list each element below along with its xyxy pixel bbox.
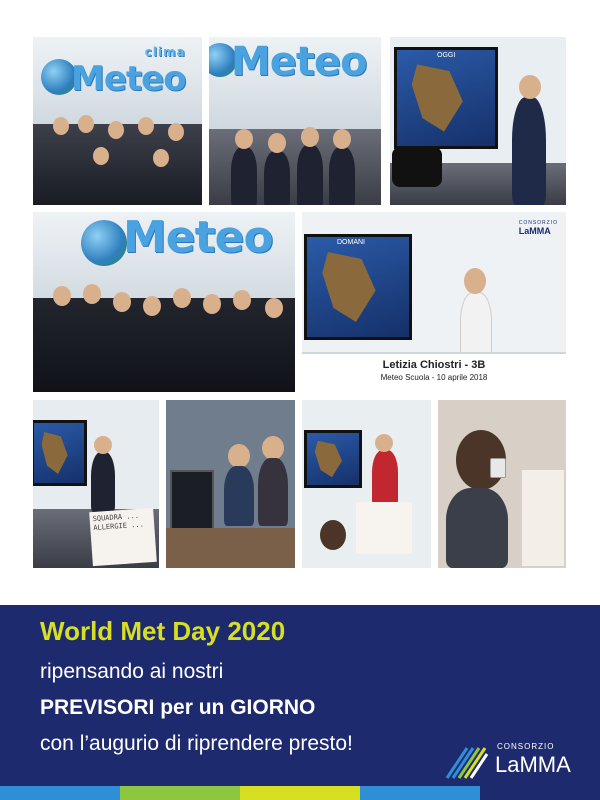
student-head [113,292,131,312]
banner-line-2: PREVISORI per un GIORNO [40,696,316,719]
presenter-head [519,75,541,99]
desk [166,528,295,568]
photo-boy-presenting [390,37,566,205]
stripe-blue [0,786,120,800]
meteo-logo-text: Meteo [71,59,186,99]
meteo-logo-subtitle: clima [144,45,186,59]
presenter-head [464,268,486,294]
banner-line-3: con l’augurio di riprendere presto! [40,732,353,755]
student-head [143,296,161,316]
presenter-figure [372,450,398,506]
student-head [265,298,283,318]
student-figure [446,488,508,568]
student-head [78,115,94,133]
student-figure [224,466,254,526]
stripe-light-blue [360,786,480,800]
group-uniforms [33,298,295,392]
map-land [42,432,70,474]
student-head [138,117,154,135]
weather-map-screen [394,47,498,149]
camera [392,147,442,187]
stripe-navy [480,786,600,800]
student-head [301,127,319,147]
student-figure [231,147,257,205]
student-head [268,133,286,153]
photo-formal-group [33,212,295,392]
student-head [93,147,109,165]
student-head [53,117,69,135]
lamma-watermark [519,220,558,236]
weather-map-screen [33,420,87,486]
student-head [108,121,124,139]
map-land [315,441,344,477]
presenter-head [375,434,393,452]
meteo-logo-text: Meteo [231,39,367,85]
lamma-logo-text: LaMMA [495,752,571,777]
lamma-logo [445,738,585,784]
globe-graphic [81,220,127,266]
student-figure [329,147,355,205]
student-head [83,284,101,304]
screen-label: DOMANI [337,239,365,246]
map-land [412,64,466,131]
meteo-logo [123,212,273,263]
student-figure [297,145,323,205]
screen-label: OGGI [437,52,456,59]
student-figure [91,452,115,512]
lamma-watermark-small: CONSORZIO [518,220,558,226]
student-head [53,286,71,306]
meteo-logo [231,39,367,85]
photo-girl-selfie [438,400,566,568]
caption-subtitle: Meteo Scuola - 10 aprile 2018 [380,373,488,382]
student-head [320,520,346,550]
student-head [262,436,284,460]
banner-title: World Met Day 2020 [40,616,286,646]
weather-map-screen [304,234,412,340]
photo-caption [302,352,566,392]
student-figure [258,458,288,526]
student-head [233,290,251,310]
handwritten-sign: SQUADRA ... ALLERGIE ... [89,508,157,566]
caption-name: Letizia Chiostri - 3B [382,359,486,371]
stripe-yellow [240,786,360,800]
student-head [228,444,250,468]
lamma-mark-icon [445,740,489,780]
lamma-watermark-text: LaMMA [518,226,551,236]
map-land [322,252,378,322]
student-head [235,129,253,149]
student-head [333,129,351,149]
banner-line-1: ripensando ai nostri [40,660,224,683]
student-head [153,149,169,167]
handwritten-sign [522,470,564,566]
lamma-logo-small: CONSORZIO [497,742,555,751]
computer-monitor [170,470,214,532]
handwritten-sign [356,502,412,554]
weather-map-screen [304,430,362,488]
photo-students-computer [166,400,295,568]
photo-girl-presenting [302,212,566,392]
student-figure [264,151,290,205]
photo-boy-studio-sign [33,400,159,568]
color-stripes [0,786,600,800]
student-head [94,436,112,454]
presenter-figure [512,97,546,205]
meteo-logo [71,45,186,99]
student-head [203,294,221,314]
stripe-green [120,786,240,800]
photo-group-meteo-clima [33,37,202,205]
student-head [168,123,184,141]
student-head [173,288,191,308]
photo-students-sign [302,400,431,568]
meteo-logo-text: Meteo [123,212,273,263]
phone-icon [490,458,506,478]
photo-students-meteo [209,37,381,205]
